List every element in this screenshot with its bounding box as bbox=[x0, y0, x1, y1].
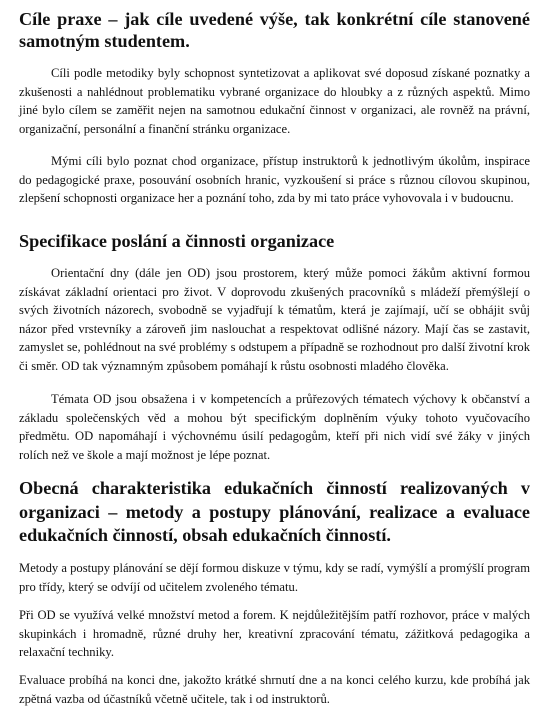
paragraph-methods: Při OD se využívá velké množství metod a forem. K nejdůležitějším patří rozhovor, práce v malých skupinkách i hromadně, různé druhy her, kreativní zpracování tématu, zážitková pedagogika a relaxační techniky. bbox=[19, 608, 530, 660]
paragraph-planning: Metody a postupy plánování se dějí formou diskuze v týmu, kdy se radí, vymýšlí a promýšlí program pro třídy, který se odvíjí od učitelem zvoleného tématu. bbox=[19, 561, 530, 594]
paragraph-od-topics: Témata OD jsou obsažena i v kompetencích a průřezových tématech výchovy k občanství a základu společenských věd a mohou být specifickým doplněním výuky tohoto vyučovacího předmětu. OD napomáhají i výchovnému úsilí pedagogům, kteří při nich vidí své žáky v jiných rolích než ve škole a mají možnost je lépe poznat. bbox=[19, 392, 530, 462]
heading-mission: Specifikace poslání a činnosti organizace bbox=[19, 231, 335, 251]
paragraph-personal-goals: Mými cíli bylo poznat chod organizace, přístup instruktorů k jednotlivým úkolům, inspirace do pedagogické praxe, posouvání osobních hranic, vyzkoušení si práce s různou cílovou skupinou, zlepšení schopnosti organizace her a poznání toho, zda by mi tato práce vyhovovala i v budoucnu. bbox=[19, 154, 530, 206]
paragraph-orientation-days: Orientační dny (dále jen OD) jsou prostorem, který může pomoci žákům aktivní formou získávat základní orientaci pro život. V doprovodu zkušených pracovníků s mládeží přemýšlejí o svých životních názorech, svobodně se vyjadřují k tématům, která je zajímají, učí se obhájit svůj názor před vrstevníky a zároveň jim naslouchat a respektovat odlišné názory. Mají čas se zastavit, zamyslet se, pohlédnout na své problémy s odstupem a případně se rozhodnout pro další životní krok či směr. OD tak významným způsobem pomáhají k růstu osobnosti mladého člověka. bbox=[19, 266, 530, 373]
heading-goals: Cíle praxe – jak cíle uvedené výše, tak konkrétní cíle stanovené samotným studentem. bbox=[19, 9, 530, 51]
heading-activities: Obecná charakteristika edukačních činností realizovaných v organizaci – metody a postupy plánování, realizace a evaluace edukačních činností, obsah edukačních činností. bbox=[19, 478, 530, 545]
paragraph-evaluation: Evaluace probíhá na konci dne, jakožto krátké shrnutí dne a na konci celého kurzu, kde probíhá jak zpětná vazba od účastníků včetně učitele, tak i od instruktorů. bbox=[19, 673, 530, 706]
paragraph-methodology-goals: Cíli podle metodiky byly schopnost syntetizovat a aplikovat své doposud získané poznatky a zkušenosti a nahlédnout problematiku vybrané organizace do hloubky a z různých aspektů. Mimo jiné bylo cílem se zaměřit nejen na samotnou edukační činnost v organizaci, ale rovněž na právní, organizační, personální a finanční stránku organizace. bbox=[19, 66, 530, 136]
